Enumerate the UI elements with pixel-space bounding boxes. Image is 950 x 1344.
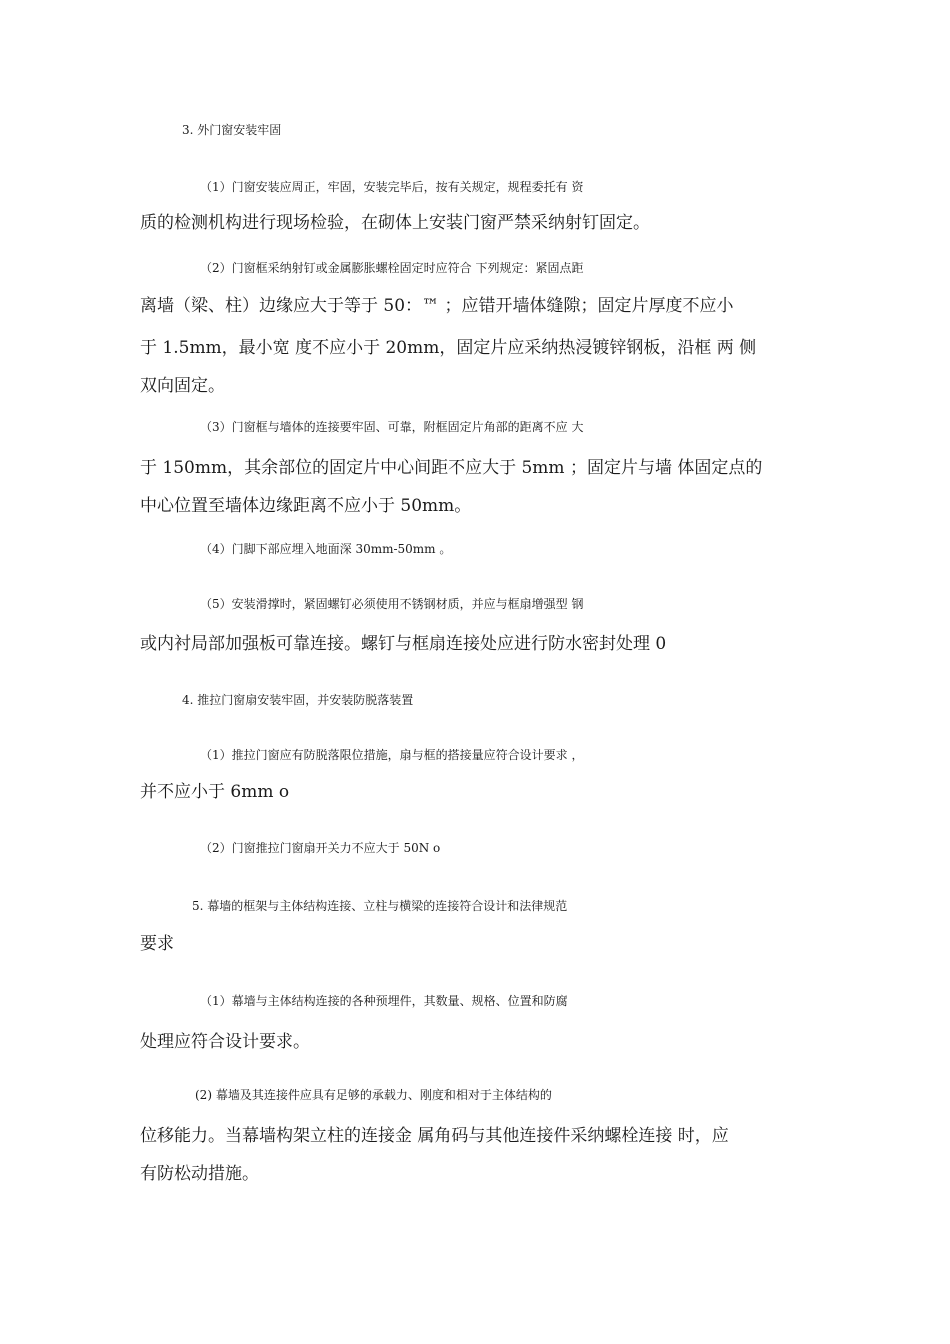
paragraph-line: (2) 幕墙及其连接件应具有足够的承载力、刚度和相对于主体结构的 (195, 1088, 552, 1102)
paragraph-line: 双向固定。 (140, 376, 225, 396)
paragraph-line: 中心位置至墙体边缘距离不应小于 50mm。 (140, 496, 472, 516)
paragraph-line: 位移能力。当幕墙构架立柱的连接金 属角码与其他连接件采纳螺栓连接 时，应 (140, 1126, 729, 1146)
paragraph-line: 质的检测机构进行现场检验，在砌体上安装门窗严禁采纳射钉固定。 (140, 213, 650, 233)
paragraph-line: （4）门脚下部应埋入地面深 30mm-50mm 。 (200, 542, 452, 556)
section-heading-5-cont: 要求 (140, 934, 174, 954)
paragraph-line: 处理应符合设计要求。 (140, 1032, 310, 1052)
paragraph-line: （3）门窗框与墙体的连接要牢固、可靠，附框固定片角部的距离不应 大 (200, 420, 584, 434)
paragraph-line: 于 150mm，其余部位的固定片中心间距不应大于 5mm ；固定片与墙 体固定点的 (140, 458, 763, 478)
paragraph-line: 有防松动措施。 (140, 1164, 259, 1184)
paragraph-line: （2）门窗框采纳射钉或金属膨胀螺栓固定时应符合 下列规定：紧固点距 (200, 261, 584, 275)
paragraph-line: （1）推拉门窗应有防脱落限位措施，扇与框的搭接量应符合设计要求 ， (200, 748, 584, 762)
section-heading-3: 3. 外门窗安装牢固 (182, 123, 282, 137)
paragraph-line: 并不应小于 6mm o (140, 782, 290, 802)
paragraph-line: 于 1.5mm，最小宽 度不应小于 20mm，固定片应采纳热浸镀锌钢板，沿框 两 侧 (140, 338, 757, 358)
paragraph-line: 离墙（梁、柱）边缘应大于等于 50：™ ；应错开墙体缝隙；固定片厚度不应小 (140, 296, 734, 316)
section-heading-5: 5. 幕墙的框架与主体结构连接、立柱与横梁的连接符合设计和法律规范 (192, 899, 568, 913)
paragraph-line: （1）幕墙与主体结构连接的各种预埋件，其数量、规格、位置和防腐 (200, 994, 568, 1008)
paragraph-line: （1）门窗安装应周正，牢固，安装完毕后，按有关规定，规程委托有 资 (200, 180, 584, 194)
section-heading-4: 4. 推拉门窗扇安装牢固，并安装防脱落装置 (182, 693, 414, 707)
paragraph-line: （5）安装滑撑时，紧固螺钉必须使用不锈钢材质，并应与框扇增强型 钢 (200, 597, 584, 611)
paragraph-line: 或内衬局部加强板可靠连接。螺钉与框扇连接处应进行防水密封处理 0 (140, 634, 667, 654)
paragraph-line: （2）门窗推拉门窗扇开关力不应大于 50N o (200, 841, 441, 855)
